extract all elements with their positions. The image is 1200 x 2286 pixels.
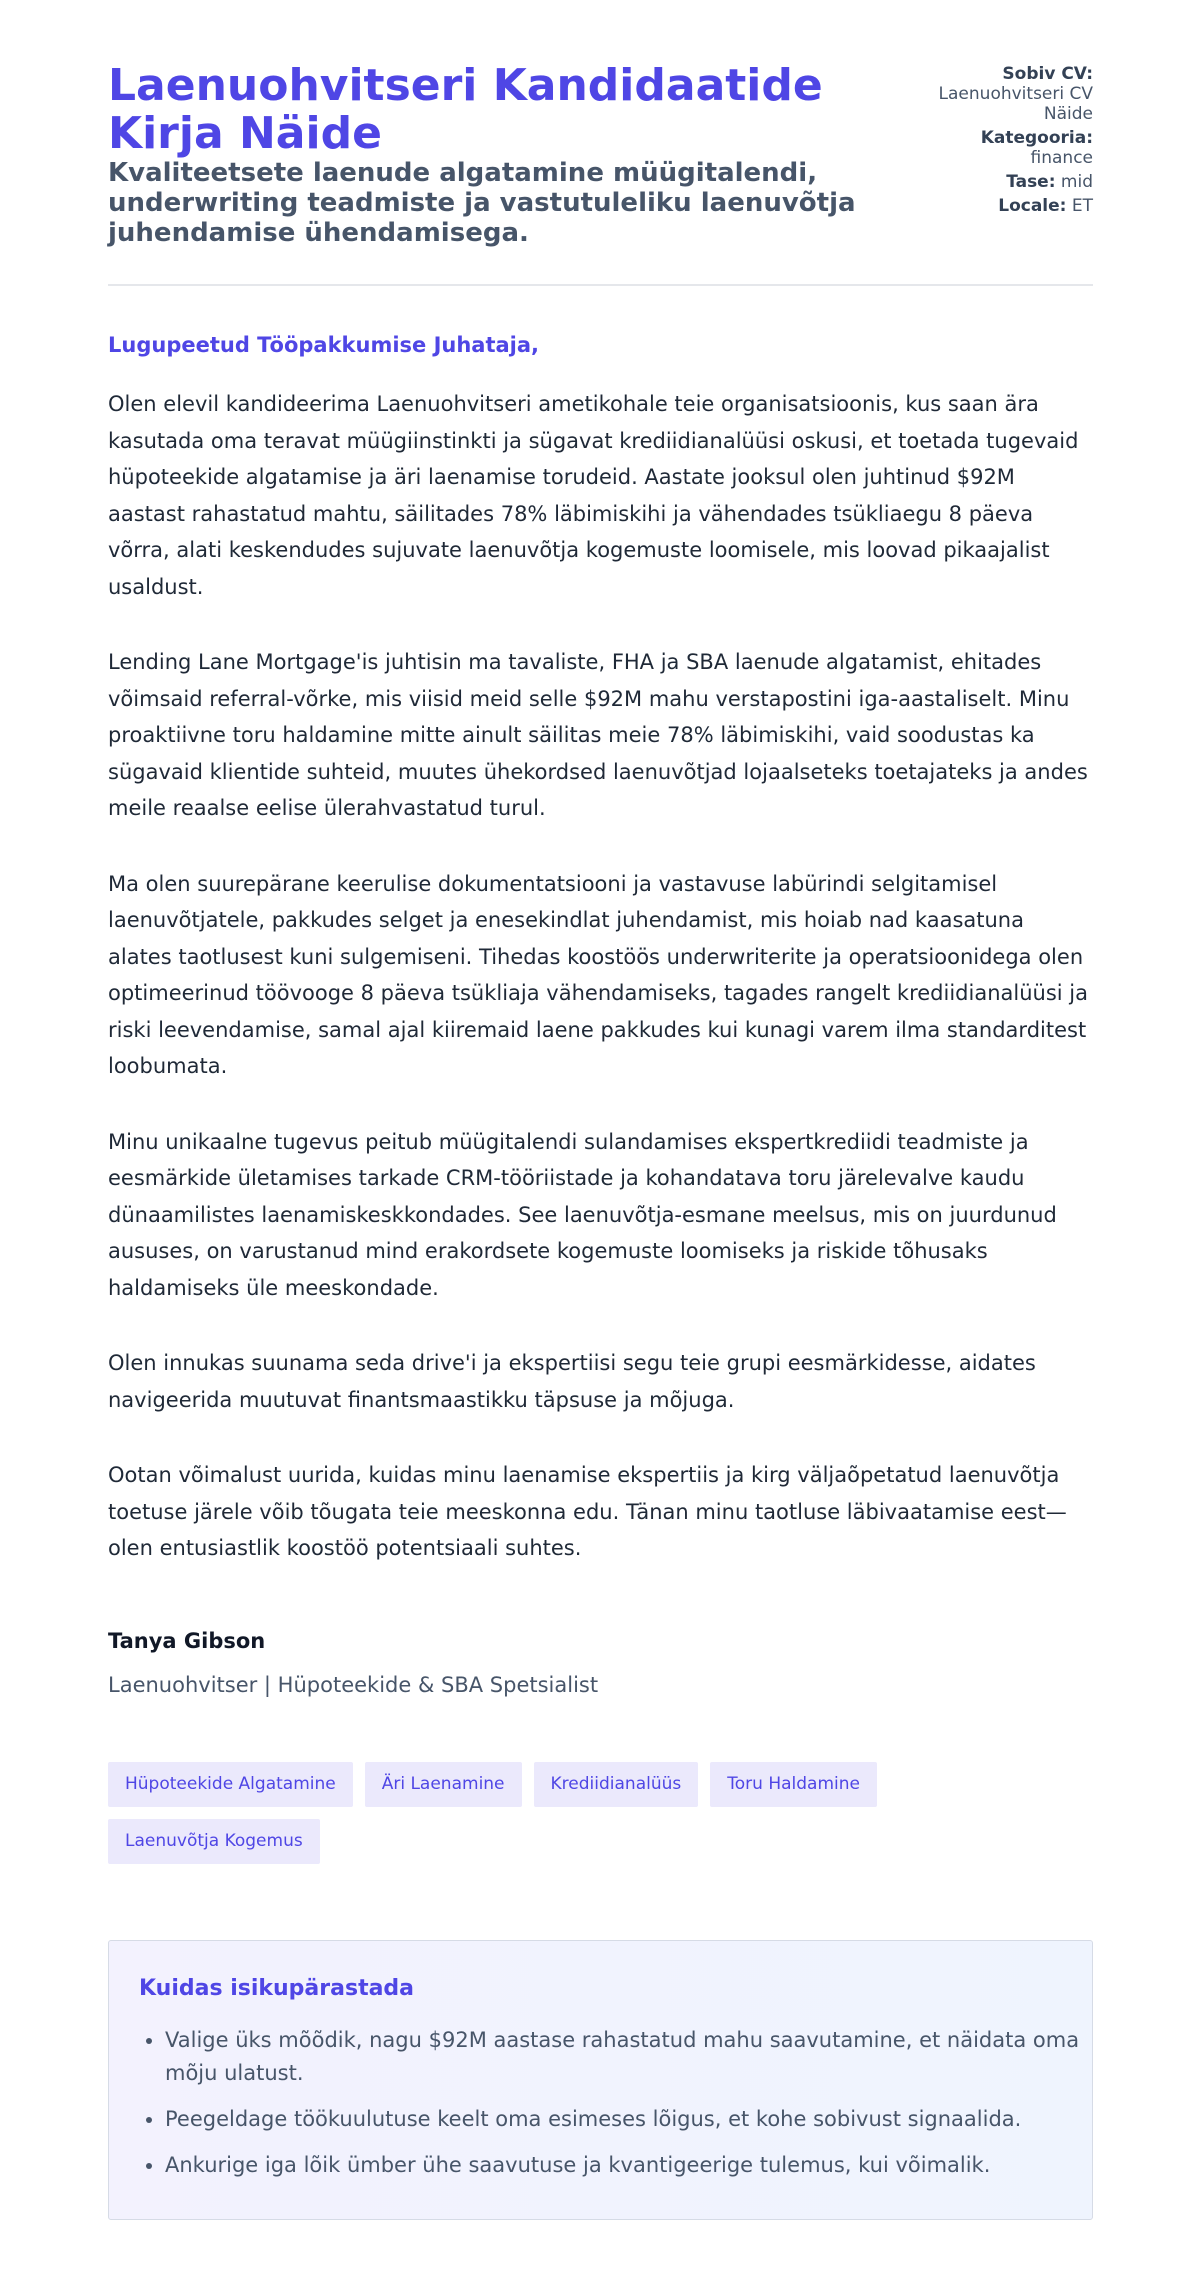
meta-level (893, 172, 1093, 192)
tip-item: • Peegeldage töökuulutuse keelt oma esimeses lõigus, et kohe sobivust signaalida. (165, 2103, 1085, 2136)
meta-category-label: Kategooria: (980, 128, 1093, 148)
meta-cv-value: Laenuohvitseri CV Näide (938, 84, 1093, 124)
skill-tag: Laenuvõtja Kogemus (108, 1819, 320, 1864)
meta-locale-value: ET (1071, 196, 1093, 216)
skill-tag: Toru Haldamine (710, 1762, 877, 1807)
skill-tags (108, 1762, 1093, 1864)
personalize-tips-box (108, 1940, 1093, 2220)
tip-item: • Valige üks mõõdik, nagu $92M aastase rahastatud mahu saavutamine, et näidata oma mõju ulatust. (165, 2024, 1085, 2090)
letter-body (108, 386, 1093, 1606)
page-subtitle: Kvaliteetsete laenude algatamine müügitalendi, underwriting teadmiste ja vastutuleliku laenuvõtja juhendamise ühendamisega. (108, 158, 856, 248)
skill-tag: Krediidianalüüs (534, 1762, 699, 1807)
meta-locale-label: Locale: (998, 196, 1067, 216)
meta-cv (893, 64, 1093, 124)
letter-paragraph: Lending Lane Mortgage'is juhtisin ma tavaliste, FHA ja SBA laenude algatamist, ehitades võimsaid referral-võrke, mis viisid meid selle $92M mahu verstapostini iga-aastaliselt. Minu proaktiivne toru haldamine mitte ainult säilitas meie 78% läbimiskihi, vaid soodustas ka sügavaid klientide suhteid, muutes ühekordsed laenuvõtjad lojaalseteks toetajateks ja andes meile reaalse eelise ülerahvastatud turul. (108, 650, 1088, 820)
meta-locale (893, 196, 1093, 216)
meta-level-value: mid (1060, 172, 1093, 192)
letter-paragraph: Minu unikaalne tugevus peitub müügitalendi sulandamises ekspertkrediidi teadmiste ja eesmärkide ületamises tarkade CRM-tööriistade ja kohandatava toru järelevalve kaudu dünaamilistes laenamiskeskkondades. See laenuvõtja-esmane meelsus, mis on juurdunud aususes, on varustanud mind erakordsete kogemuste loomiseks ja riskide tõhusaks haldamiseks üle meeskondade. (108, 1129, 1057, 1300)
signature-name: Tanya Gibson (108, 1629, 266, 1653)
signature-role: Laenuohvitser | Hüpoteekide & SBA Spetsialist (108, 1673, 599, 1697)
meta-category-value: finance (1030, 148, 1093, 168)
meta-level-label: Tase: (1006, 172, 1056, 192)
header (108, 0, 1093, 286)
letter-paragraph: Olen elevil kandideerima Laenuohvitseri ametikohale teie organisatsioonis, kus saan ära kasutada oma teravat müügiinstinkti ja sügavat krediidianalüüsi oskusi, et toetada tugevaid hüpoteekide algatamise ja äri laenamise torudeid. Aastate jooksul olen juhtinud $92M aastast rahastatud mahtu, säilitades 78% läbimiskihi ja vähendades tsükliaegu 8 päeva võrra, alati keskendudes sujuvate laenuvõtja kogemuste loomisele, mis loovad pikaajalist usaldust. (108, 392, 1079, 599)
letter-paragraph: Ootan võimalust uurida, kuidas minu laenamise ekspertiis ja kirg väljaõpetatud laenuvõtja toetuse järele võib tõugata teie meeskonna edu. Tänan minu taotluse läbivaatamise eest—olen entusiastlik koostöö potentsiaali suhtes. (108, 1463, 1067, 1560)
cover-letter-page (108, 0, 1093, 2177)
page-title: Laenuohvitseri Kandidaatide Kirja Näide (108, 60, 823, 159)
meta-category (893, 128, 1093, 168)
meta-cv-label: Sobiv CV: (1002, 64, 1093, 84)
letter-paragraph: Ma olen suurepärane keerulise dokumentatsiooni ja vastavuse labürindi selgitamisel laenuvõtjatele, pakkudes selget ja enesekindlat juhendamist, mis hoiab nad kaasatuna alates taotlusest kuni sulgemiseni. Tihedas koostöös underwriterite ja operatsioonidega olen optimeerinud töövooge 8 päeva tsükliaja vähendamiseks, tagades rangelt krediidianalüüsi ja riski leevendamise, samal ajal kiiremaid laene pakkudes kui kunagi varem ilma standarditest loobumata. (108, 871, 1088, 1078)
letter-greeting: Lugupeetud Tööpakkumise Juhataja, (108, 333, 540, 357)
meta-panel (893, 64, 1093, 220)
skill-tag: Äri Laenamine (365, 1762, 522, 1807)
letter-paragraph: Olen innukas suunama seda drive'i ja ekspertiisi segu teie grupi eesmärkidesse, aidates navigeerida muutuvat finantsmaastikku täpsuse ja mõjuga. (108, 1351, 1036, 1412)
tip-item: • Ankurige iga lõik ümber ühe saavutuse ja kvantigeerige tulemus, kui võimalik. (165, 2149, 1085, 2182)
tips-list (139, 2024, 1085, 2195)
skill-tag: Hüpoteekide Algatamine (108, 1762, 353, 1807)
tips-title: Kuidas isikupärastada (139, 1976, 415, 2001)
